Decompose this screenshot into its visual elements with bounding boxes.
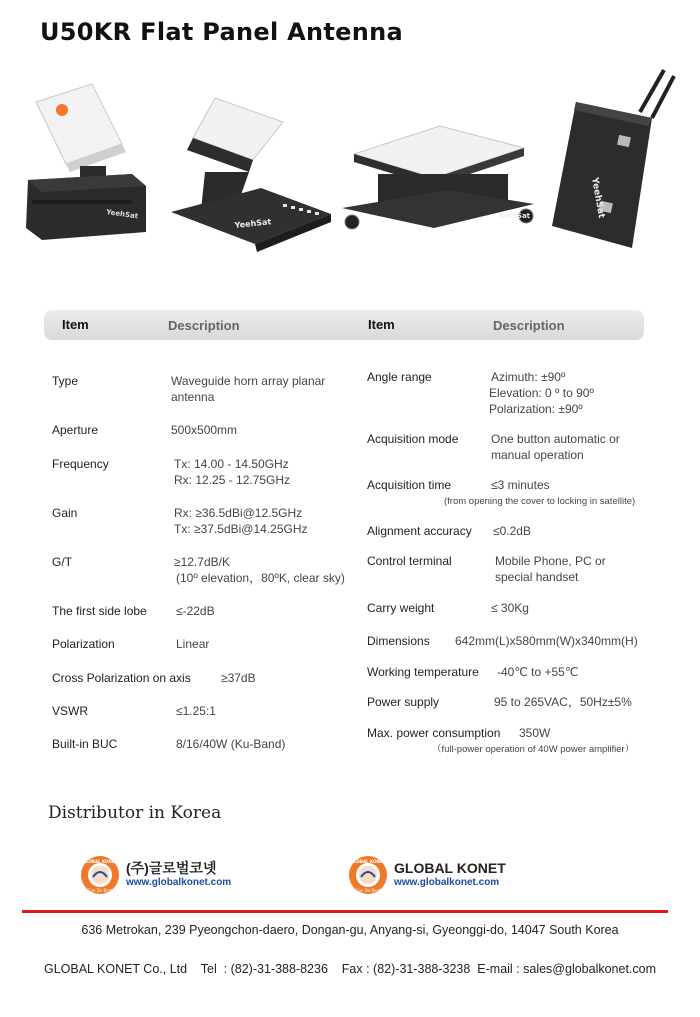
spec-item: Cross Polarization on axis bbox=[52, 671, 191, 685]
distributor-logo-english bbox=[348, 855, 506, 895]
spec-value: manual operation bbox=[491, 448, 584, 462]
spec-value: Rx: ≥36.5dBi@12.5GHz bbox=[174, 506, 303, 520]
global-konet-badge-icon bbox=[348, 855, 388, 895]
page-title: U50KR Flat Panel Antenna bbox=[40, 18, 404, 46]
spec-value: Elevation: 0 º to 90º bbox=[489, 386, 594, 400]
spec-value: special handset bbox=[495, 570, 579, 584]
product-brand-label: YeehSat bbox=[498, 212, 531, 220]
spec-value: 642mm(L)x580mm(W)x340mm(H) bbox=[455, 634, 638, 648]
distributor-title: Distributor in Korea bbox=[48, 803, 222, 823]
footer-address: 636 Metrokan, 239 Pyeongchon-daero, Dongan-gu, Anyang-si, Gyeonggi-do, 14047 South Korea bbox=[81, 923, 619, 937]
spec-item: VSWR bbox=[52, 704, 88, 718]
global-konet-badge-icon bbox=[80, 855, 120, 895]
spec-item: Aperture bbox=[52, 423, 99, 437]
header-item-left: Item bbox=[62, 317, 89, 332]
spec-item: Power supply bbox=[367, 695, 440, 709]
header-description-left: Description bbox=[168, 318, 240, 333]
product-photo-antenna-on-case bbox=[22, 82, 154, 242]
spec-value: (10º elevation，80ºK, clear sky) bbox=[176, 571, 345, 585]
badge-text-top: GLOBAL KONET bbox=[350, 859, 386, 864]
spec-item: Gain bbox=[52, 506, 78, 520]
spec-item: Frequency bbox=[52, 457, 109, 471]
spec-value: ≤1.25:1 bbox=[176, 704, 216, 718]
spec-value: -40℃ to +55℃ bbox=[497, 665, 579, 679]
spec-value: Mobile Phone, PC or bbox=[495, 554, 606, 568]
product-photo-carry-case-trolley bbox=[548, 66, 678, 256]
spec-value: ≤ 30Kg bbox=[491, 601, 529, 615]
logo-korean-name: (주)글로벌코넷 bbox=[126, 860, 217, 876]
spec-item: Alignment accuracy bbox=[367, 524, 472, 538]
product-brand-label: YeehSat bbox=[589, 176, 607, 220]
spec-value: Azimuth: ±90º bbox=[491, 370, 566, 384]
spec-item: Polarization bbox=[52, 637, 115, 651]
logo-english-name: GLOBAL KONET bbox=[394, 860, 506, 876]
spec-value: Linear bbox=[176, 637, 210, 651]
spec-item: Carry weight bbox=[367, 601, 435, 615]
badge-text-top: GLOBAL KONET bbox=[82, 859, 118, 864]
spec-item: Built-in BUC bbox=[52, 737, 118, 751]
spec-value: antenna bbox=[171, 390, 215, 404]
footer-divider bbox=[22, 910, 668, 913]
badge-text-bottom: Can Do Best bbox=[355, 888, 381, 893]
badge-text-bottom: Can Do Best bbox=[87, 888, 113, 893]
spec-item: Dimensions bbox=[367, 634, 430, 648]
spec-item: Angle range bbox=[367, 370, 432, 384]
spec-item: Max. power consumption bbox=[367, 726, 501, 740]
spec-item: Working temperature bbox=[367, 665, 479, 679]
spec-value: Tx: ≥37.5dBi@14.25GHz bbox=[174, 522, 308, 536]
header-description-right: Description bbox=[493, 318, 565, 333]
spec-value: Tx: 14.00 - 14.50GHz bbox=[174, 457, 289, 471]
header-item-right: Item bbox=[368, 317, 395, 332]
spec-item: Control terminal bbox=[367, 554, 452, 568]
logo-english-url[interactable]: www.globalkonet.com bbox=[394, 877, 500, 888]
spec-item: Type bbox=[52, 374, 79, 388]
spec-value: 8/16/40W (Ku-Band) bbox=[176, 737, 286, 751]
footer-contact: GLOBAL KONET Co., Ltd Tel : (82)-31-388-8236 Fax : (82)-31-388-3238 E-mail : sales@globalkonet.com bbox=[43, 962, 657, 976]
spec-value: ≥37dB bbox=[221, 671, 256, 685]
spec-value: Rx: 12.25 - 12.75GHz bbox=[174, 473, 291, 487]
spec-item: Acquisition time bbox=[367, 478, 452, 492]
spec-value: ≥12.7dB/K bbox=[174, 555, 230, 569]
spec-value: 500x500mm bbox=[171, 423, 238, 437]
spec-value: 350W bbox=[519, 726, 551, 740]
spec-note: (from opening the cover to locking in satellite) bbox=[444, 496, 636, 507]
spec-item: The first side lobe bbox=[52, 604, 147, 618]
spec-value: ≤3 minutes bbox=[491, 478, 550, 492]
spec-value: Polarization: ±90º bbox=[489, 402, 583, 416]
spec-value: ≤0.2dB bbox=[493, 524, 531, 538]
spec-value: Waveguide horn array planar bbox=[171, 374, 326, 388]
spec-value: ≤-22dB bbox=[176, 604, 215, 618]
product-photo-antenna-deployed-front bbox=[338, 124, 538, 236]
spec-value: One button automatic or bbox=[491, 432, 620, 446]
product-brand-label: YeehSat bbox=[234, 217, 272, 230]
logo-korean-url[interactable]: www.globalkonet.com bbox=[126, 877, 232, 888]
spec-item: Acquisition mode bbox=[367, 432, 459, 446]
spec-item: G/T bbox=[52, 555, 72, 569]
spec-note: （full-power operation of 40W power amplifier） bbox=[432, 744, 635, 755]
product-photo-antenna-deployed-left bbox=[165, 92, 335, 252]
product-brand-label: YeehSat bbox=[105, 208, 139, 221]
spec-value: 95 to 265VAC，50Hz±5% bbox=[494, 695, 632, 709]
distributor-logo-korean bbox=[80, 855, 231, 895]
